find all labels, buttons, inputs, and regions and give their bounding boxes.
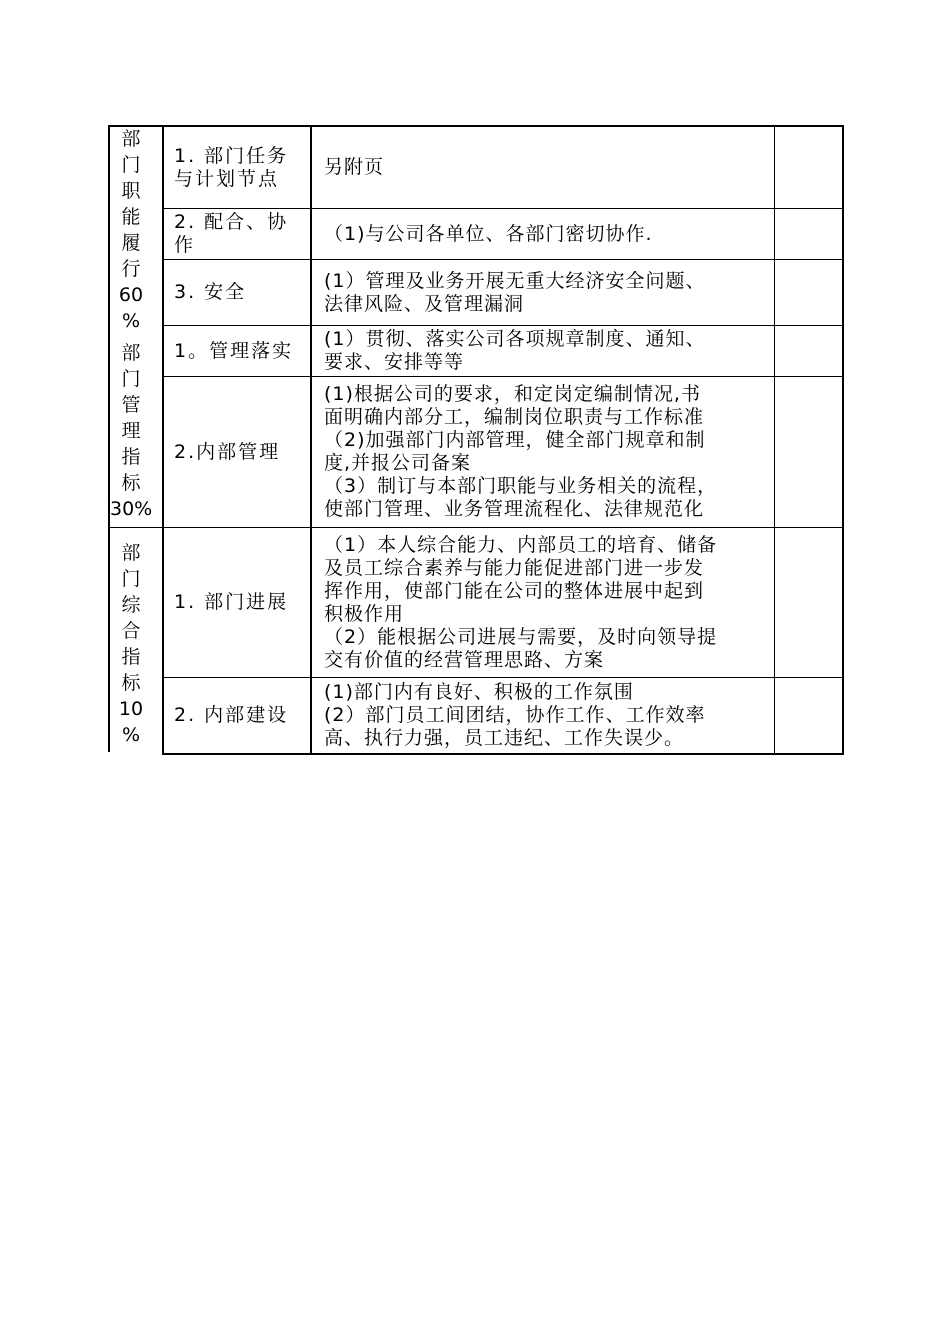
content-line: 法律风险、及管理漏洞 (324, 292, 525, 315)
item-cell (164, 326, 310, 376)
content-line: (1）贯彻、落实公司各项规章制度、通知、 (324, 328, 706, 350)
table-right-border (842, 125, 844, 755)
column-divider-3 (774, 125, 775, 755)
content-line: 使部门管理、业务管理流程化、法律规范化 (324, 498, 705, 520)
item-cell (164, 127, 310, 208)
group-label-char: 综 (121, 594, 141, 616)
group-label-char: 能 (121, 206, 141, 228)
group-label-char: 部 (121, 342, 141, 364)
content-line: （2)加强部门内部管理，健全部门规章和制 (324, 429, 706, 451)
item-label: 1。管理落实 (174, 339, 294, 362)
content-line: （1）本人综合能力、内部员工的培育、储备 (324, 533, 718, 556)
item-label: 2. 配合、协 (174, 211, 289, 233)
group-label-char: 标 (121, 672, 141, 694)
item-cell (164, 377, 310, 527)
group-label-char: 门 (121, 154, 141, 176)
item-label: 1. 部门进展 (174, 591, 289, 613)
content-line: 另附页 (324, 156, 385, 178)
group-label-char: 指 (121, 646, 141, 668)
group-label-char: 职 (121, 180, 141, 202)
content-line: (1)部门内有良好、积极的工作氛围 (324, 681, 634, 703)
group-label-char: 部 (121, 128, 141, 150)
group-label-char: 门 (121, 568, 141, 590)
group-label-char: 行 (121, 258, 141, 280)
item-cell (164, 209, 310, 259)
item-label: 与计划节点 (174, 167, 280, 190)
item-cell (164, 260, 310, 325)
group-label-char: % (121, 310, 141, 332)
group-label-functions (110, 126, 152, 334)
content-line: 及员工综合素养与能力能促进部门进一步发 (324, 556, 705, 579)
content-line: (2）部门员工间团结，协作工作、工作效率 (324, 704, 706, 726)
item-label: 1. 部门任务 (174, 144, 289, 167)
group-label-char: 30% (110, 498, 153, 520)
group-label-char: 标 (121, 472, 141, 494)
item-cell (164, 528, 310, 677)
group-label-char: 合 (121, 620, 141, 642)
table-bottom-border (162, 753, 843, 755)
group-label-char: 10 (118, 698, 144, 720)
content-cell (312, 377, 774, 527)
item-cell (164, 678, 310, 753)
group-label-char: 管 (121, 394, 141, 416)
content-cell (312, 678, 774, 753)
content-line: 要求、安排等等 (324, 351, 465, 373)
content-line: 高、执行力强，员工违纪、工作失误少。 (324, 727, 685, 749)
group-label-management (110, 340, 152, 522)
content-line: 度,并报公司备案 (324, 452, 472, 474)
content-line: 积极作用 (324, 602, 405, 625)
content-line: （3）制订与本部门职能与业务相关的流程， (324, 475, 718, 497)
group-label-comprehensive (110, 540, 152, 748)
group-label-char: 门 (121, 368, 141, 390)
content-cell (312, 260, 774, 325)
content-line: (1）管理及业务开展无重大经济安全问题、 (324, 269, 706, 292)
item-label: 2.内部管理 (174, 440, 281, 463)
group-label-char: 指 (121, 446, 141, 468)
content-line: （2）能根据公司进展与需要，及时向领导提 (324, 625, 718, 648)
content-cell (312, 326, 774, 376)
content-cell (312, 528, 774, 677)
group-label-char: 履 (121, 232, 141, 254)
group-label-char: 60 (118, 284, 144, 306)
content-cell (312, 127, 774, 208)
item-label: 作 (174, 234, 196, 256)
group-label-char: % (121, 724, 141, 746)
content-line: (1)根据公司的要求，和定岗定编制情况,书 (324, 383, 701, 405)
group-label-char: 部 (121, 542, 141, 564)
item-label: 3. 安全 (174, 281, 247, 303)
content-line: 交有价值的经营管理思路、方案 (324, 648, 605, 671)
content-line: 挥作用，使部门能在公司的整体进展中起到 (324, 579, 705, 602)
content-line: （1)与公司各单位、各部门密切协作. (324, 222, 653, 245)
item-label: 2. 内部建设 (174, 704, 289, 726)
content-line: 面明确内部分工，编制岗位职责与工作标准 (324, 406, 705, 428)
group-label-char: 理 (121, 420, 141, 442)
content-cell (312, 209, 774, 259)
